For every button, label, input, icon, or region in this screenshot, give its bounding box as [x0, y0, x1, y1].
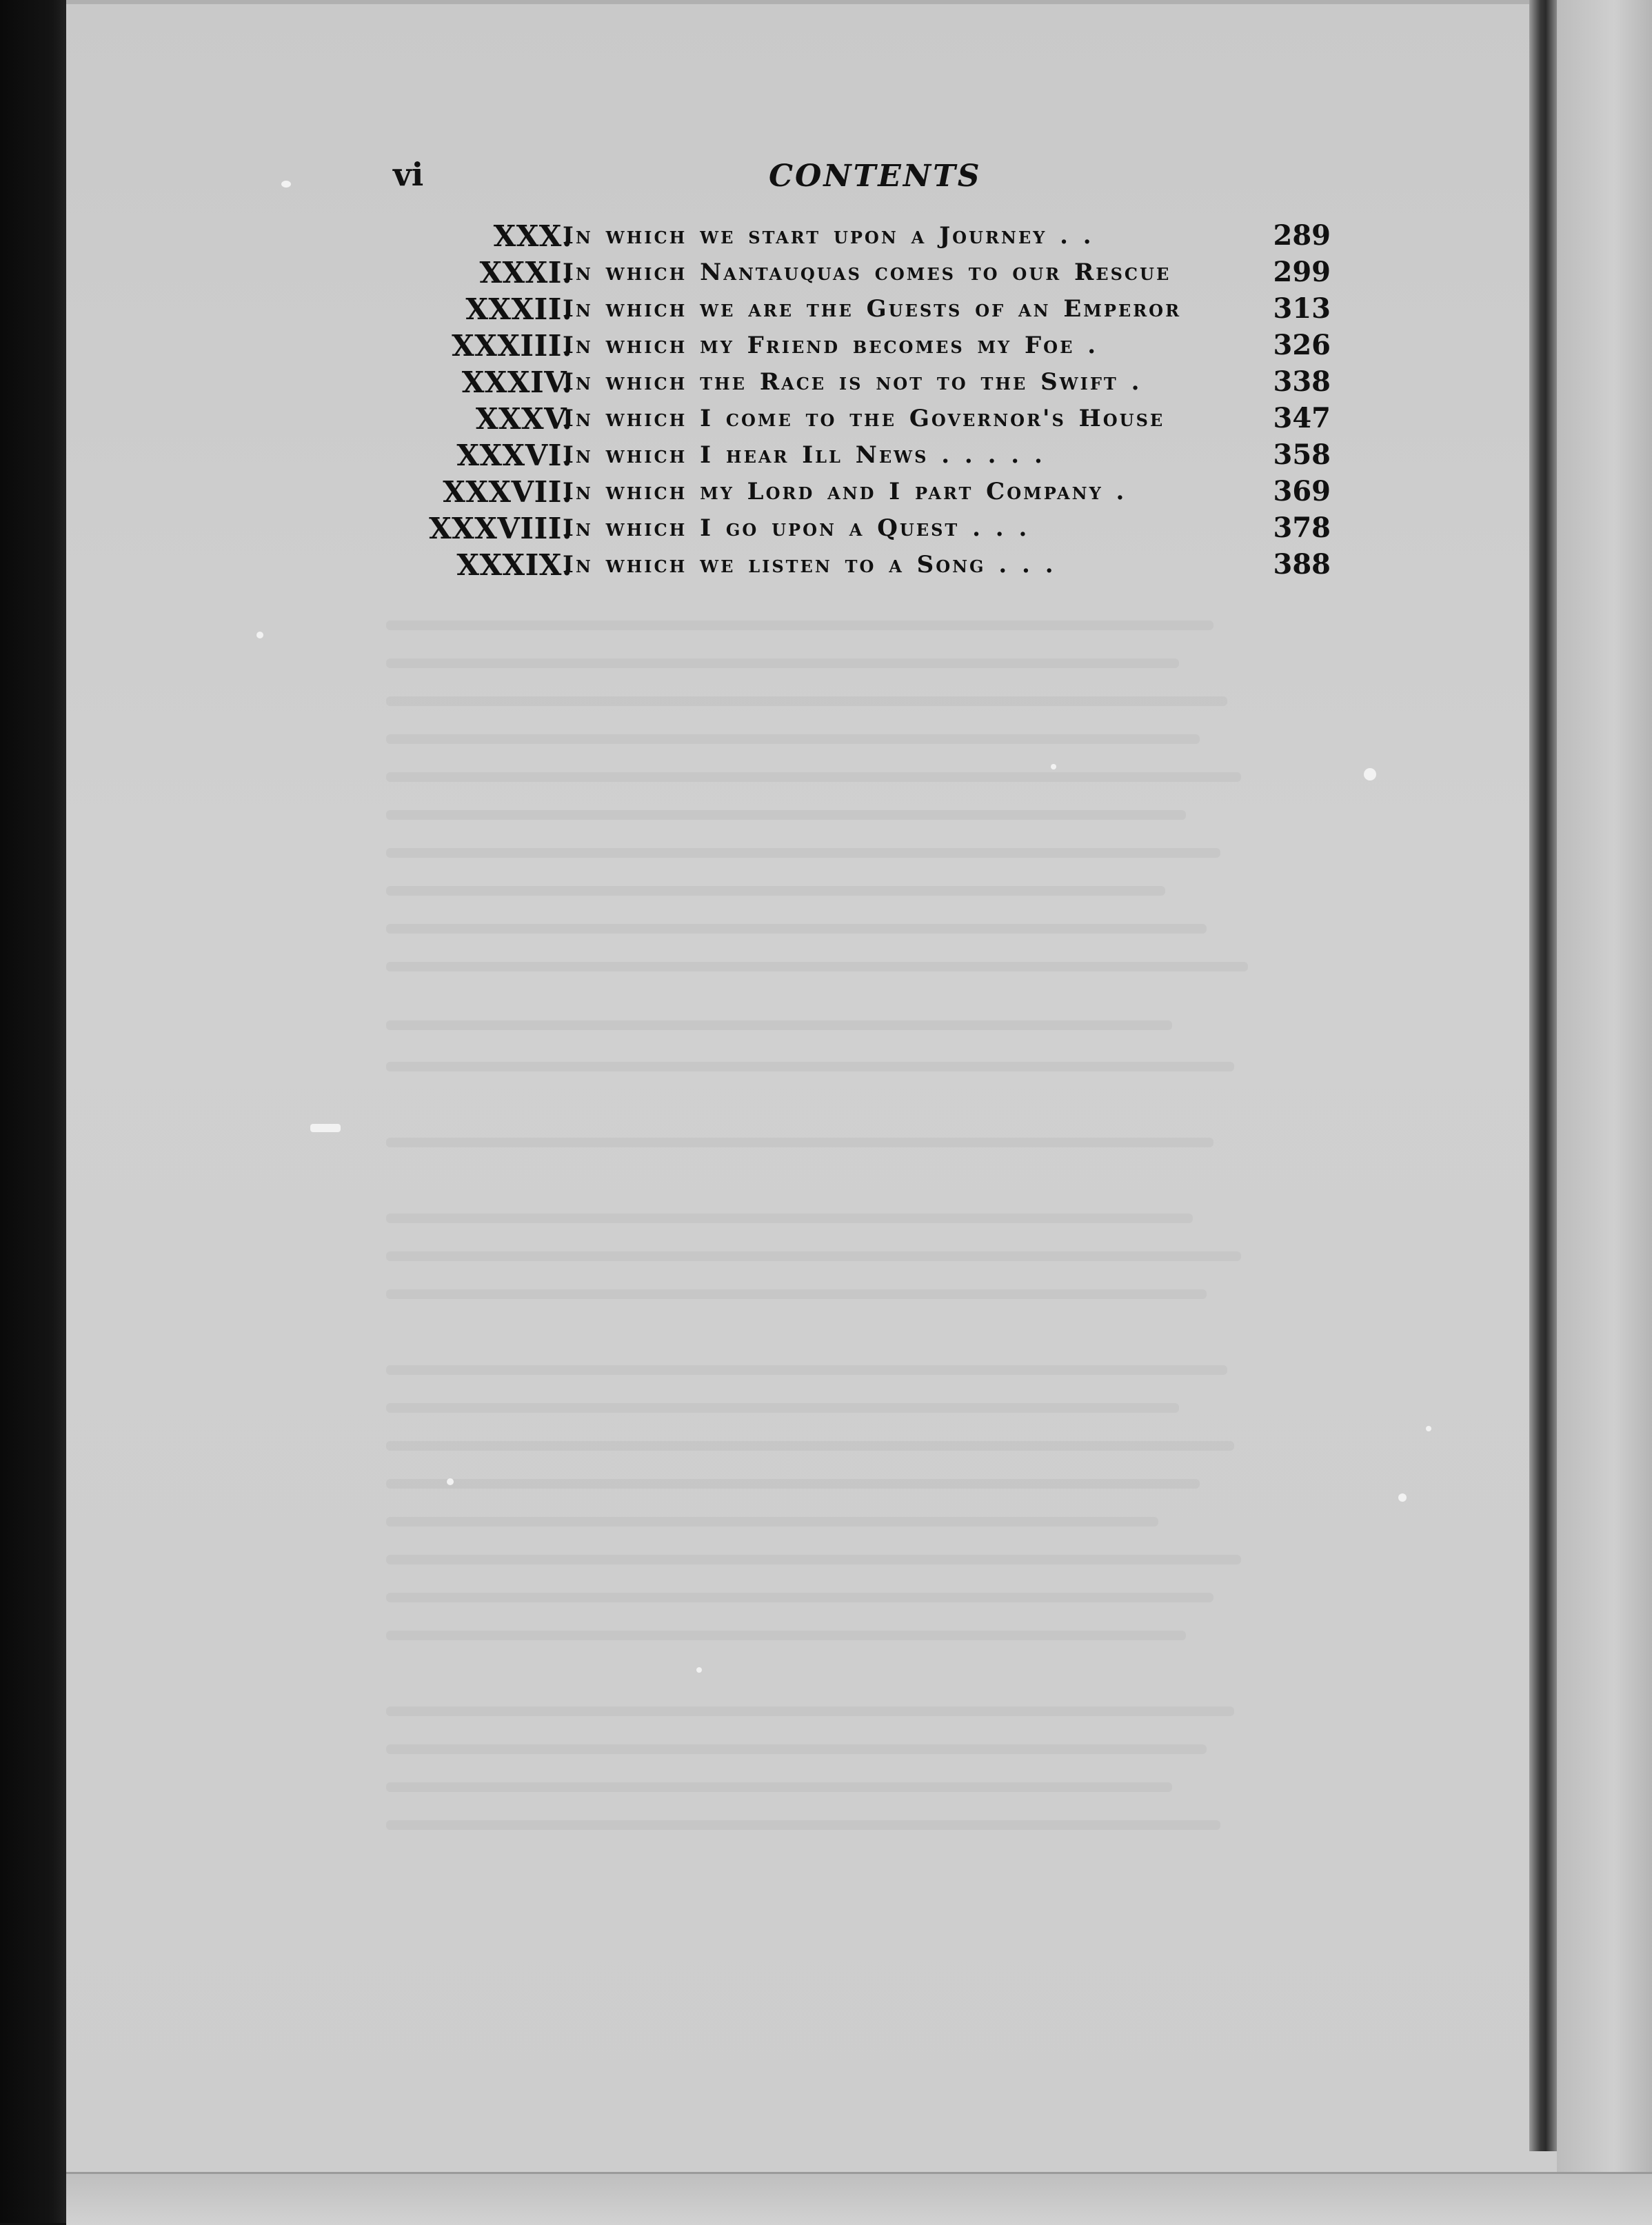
toc-entry [372, 365, 1351, 402]
toc-entry [372, 292, 1351, 329]
chapter-number: XXXVI. [456, 439, 572, 472]
chapter-page: 388 [1273, 548, 1331, 581]
scanner-border-left [0, 0, 74, 2223]
chapter-number: XXXIII. [452, 329, 572, 363]
chapter-page: 299 [1273, 256, 1331, 288]
toc-entry [372, 402, 1351, 439]
toc-entry [372, 439, 1351, 475]
chapter-number: XXXVIII. [429, 512, 572, 545]
chapter-number: XXXIX. [456, 548, 572, 582]
chapter-title: In which my Friend becomes my Foe . [563, 332, 1098, 359]
chapter-number: XXXI. [479, 256, 572, 290]
toc-entry [372, 329, 1351, 365]
page-top-edge [66, 0, 1645, 4]
toc-entry [372, 475, 1351, 512]
chapter-number: XXXV. [475, 402, 572, 436]
chapter-page: 347 [1273, 402, 1331, 434]
page-number-folio: vi [393, 156, 424, 193]
chapter-page: 378 [1273, 512, 1331, 544]
toc-entry [372, 219, 1351, 256]
chapter-title: In which I go upon a Quest . . . [563, 514, 1029, 542]
toc-entry [372, 512, 1351, 548]
chapter-page: 369 [1273, 475, 1331, 507]
table-of-contents [372, 219, 1351, 585]
chapter-number: XXXVII. [443, 475, 572, 509]
toc-entry [372, 256, 1351, 292]
facing-page-edge [1557, 0, 1652, 2223]
chapter-title: In which I come to the Governor's House [563, 405, 1165, 432]
chapter-number: XXX. [493, 219, 572, 253]
toc-entry [372, 548, 1351, 585]
chapter-title: In which Nantauquas comes to our Rescue [563, 259, 1171, 286]
chapter-title: In which I hear Ill News . . . . . [563, 441, 1045, 469]
chapter-number: XXXIV. [461, 365, 572, 399]
book-spine-shadow [1529, 0, 1557, 2151]
chapter-page: 338 [1273, 365, 1331, 398]
chapter-title: In which we listen to a Song . . . [563, 551, 1056, 578]
chapter-page: 289 [1273, 219, 1331, 252]
page-bottom-edge [66, 2172, 1652, 2225]
chapter-title: In which the Race is not to the Swift . [563, 368, 1142, 396]
chapter-title: In which my Lord and I part Company . [563, 478, 1127, 505]
chapter-title: In which we start upon a Journey . . [563, 222, 1094, 250]
chapter-title: In which we are the Guests of an Emperor [563, 295, 1182, 323]
chapter-number: XXXII. [465, 292, 572, 326]
chapter-page: 358 [1273, 439, 1331, 471]
chapter-page: 326 [1273, 329, 1331, 361]
chapter-page: 313 [1273, 292, 1331, 325]
running-head-title: CONTENTS [769, 159, 982, 194]
